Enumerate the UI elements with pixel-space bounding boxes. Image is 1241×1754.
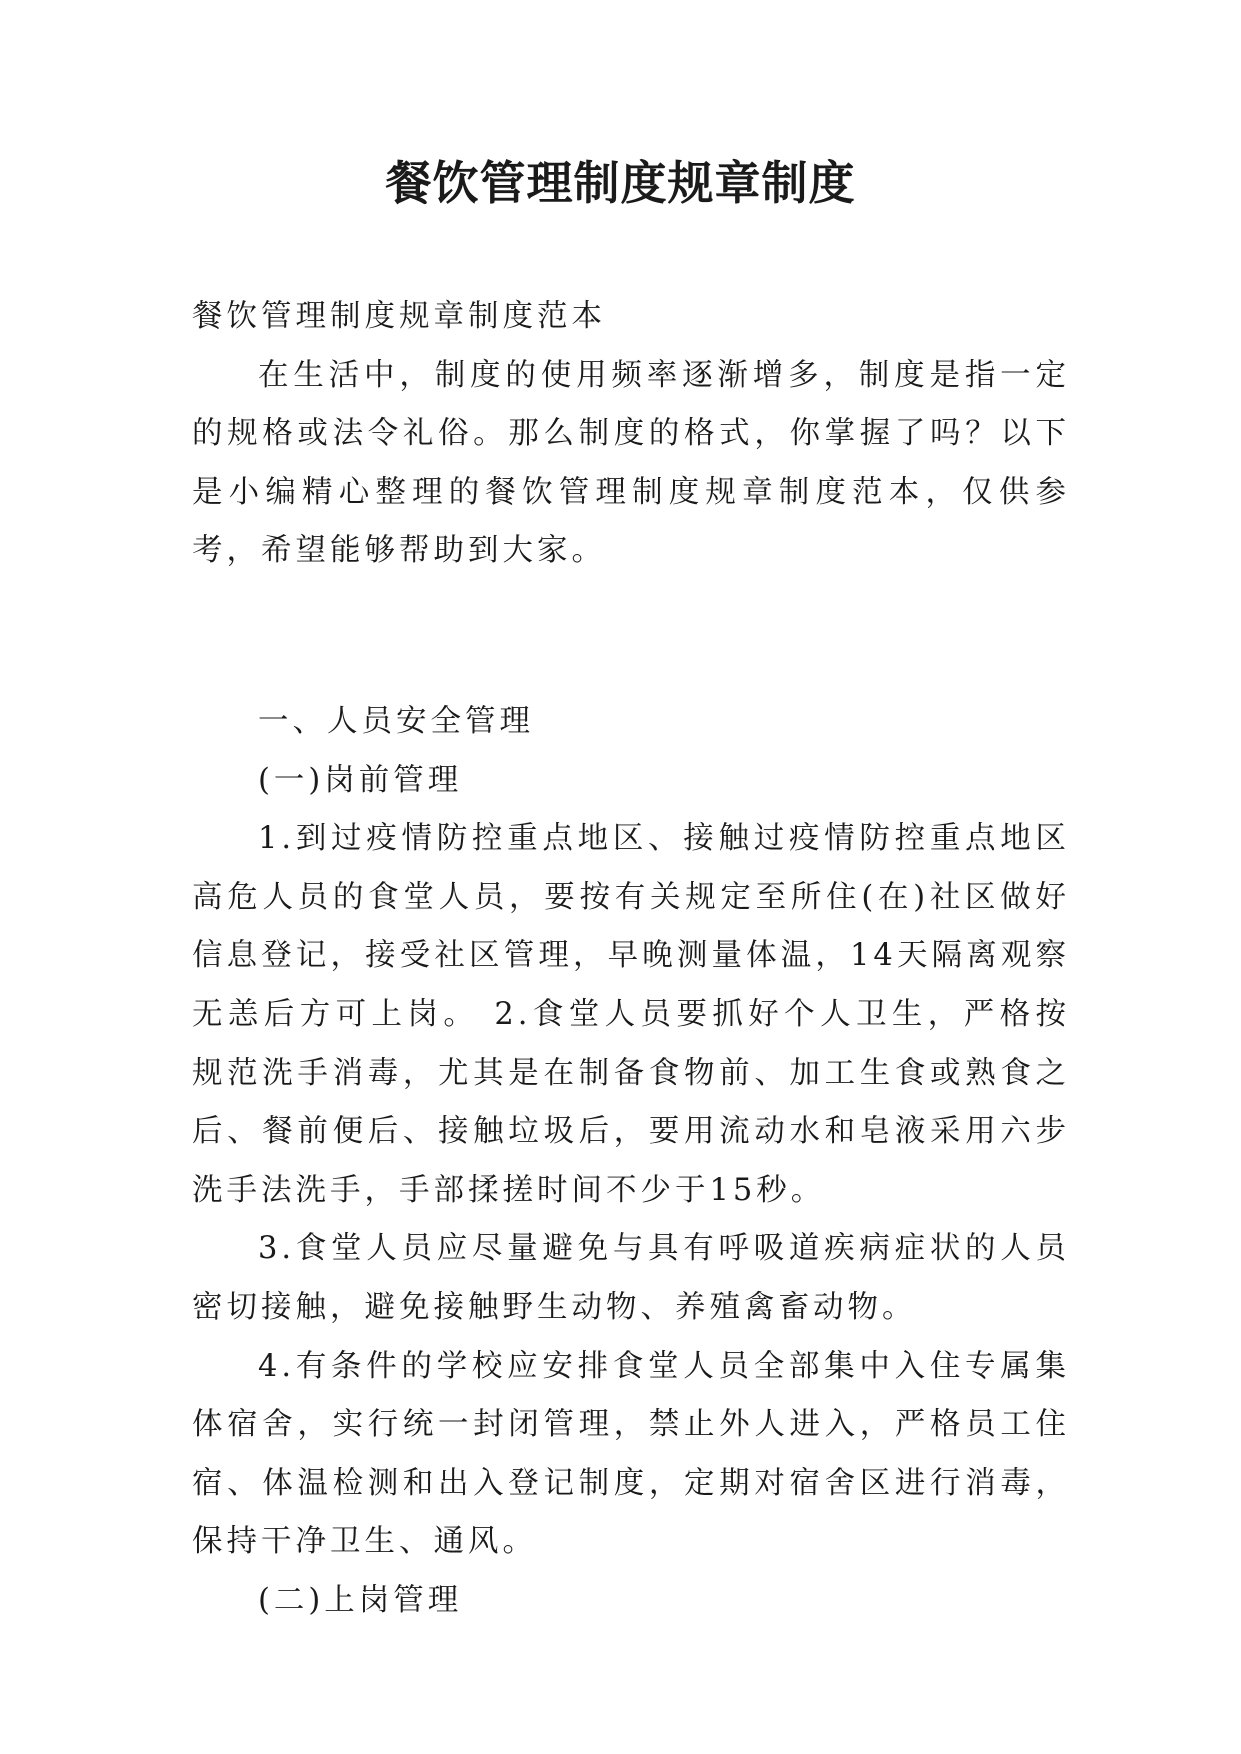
subsection-heading-pre-job: (一)岗前管理 bbox=[258, 762, 463, 798]
document-subtitle: 餐饮管理制度规章制度范本 bbox=[192, 299, 606, 334]
intro-paragraph: 在生活中，制度的使用频率逐渐增多，制度是指一定的规格或法令礼俗。那么制度的格式，你掌握了吗？以下是小编精心整理的餐饮管理制度规章制度范本，仅供参考，希望能够帮助到大家。 bbox=[192, 357, 1070, 569]
document-body bbox=[192, 288, 1070, 1630]
document-title: 餐饮管理制度规章制度 bbox=[385, 156, 856, 210]
list-item-4: 4.有条件的学校应安排食堂人员全部集中入住专属集体宿舍，实行统一封闭管理，禁止外人进入，严格员工住宿、体温检测和出入登记制度，定期对宿舍区进行消毒，保持干净卫生、通风。 bbox=[192, 1348, 1070, 1560]
list-item-3: 3.食堂人员应尽量避免与具有呼吸道疾病症状的人员密切接触，避免接触野生动物、养殖禽畜动物。 bbox=[192, 1231, 1070, 1325]
section-heading-personnel-safety: 一、人员安全管理 bbox=[258, 703, 534, 739]
paragraph-spacer bbox=[192, 581, 1070, 693]
list-item-1-2: 1.到过疫情防控重点地区、接触过疫情防控重点地区高危人员的食堂人员，要按有关规定至所住(在)社区做好信息登记，接受社区管理，早晚测量体温，14天隔离观察无恙后方可上岗。 2.食堂人员要抓好个人卫生，严格按规范洗手消毒，尤其是在制备食物前、加工生食或熟食之后、餐前便后、接触垃圾后，要用流动水和皂液采用六步洗手法洗手，手部揉搓时间不少于15秒。 bbox=[192, 821, 1070, 1208]
subsection-heading-on-job: (二)上岗管理 bbox=[258, 1582, 463, 1618]
